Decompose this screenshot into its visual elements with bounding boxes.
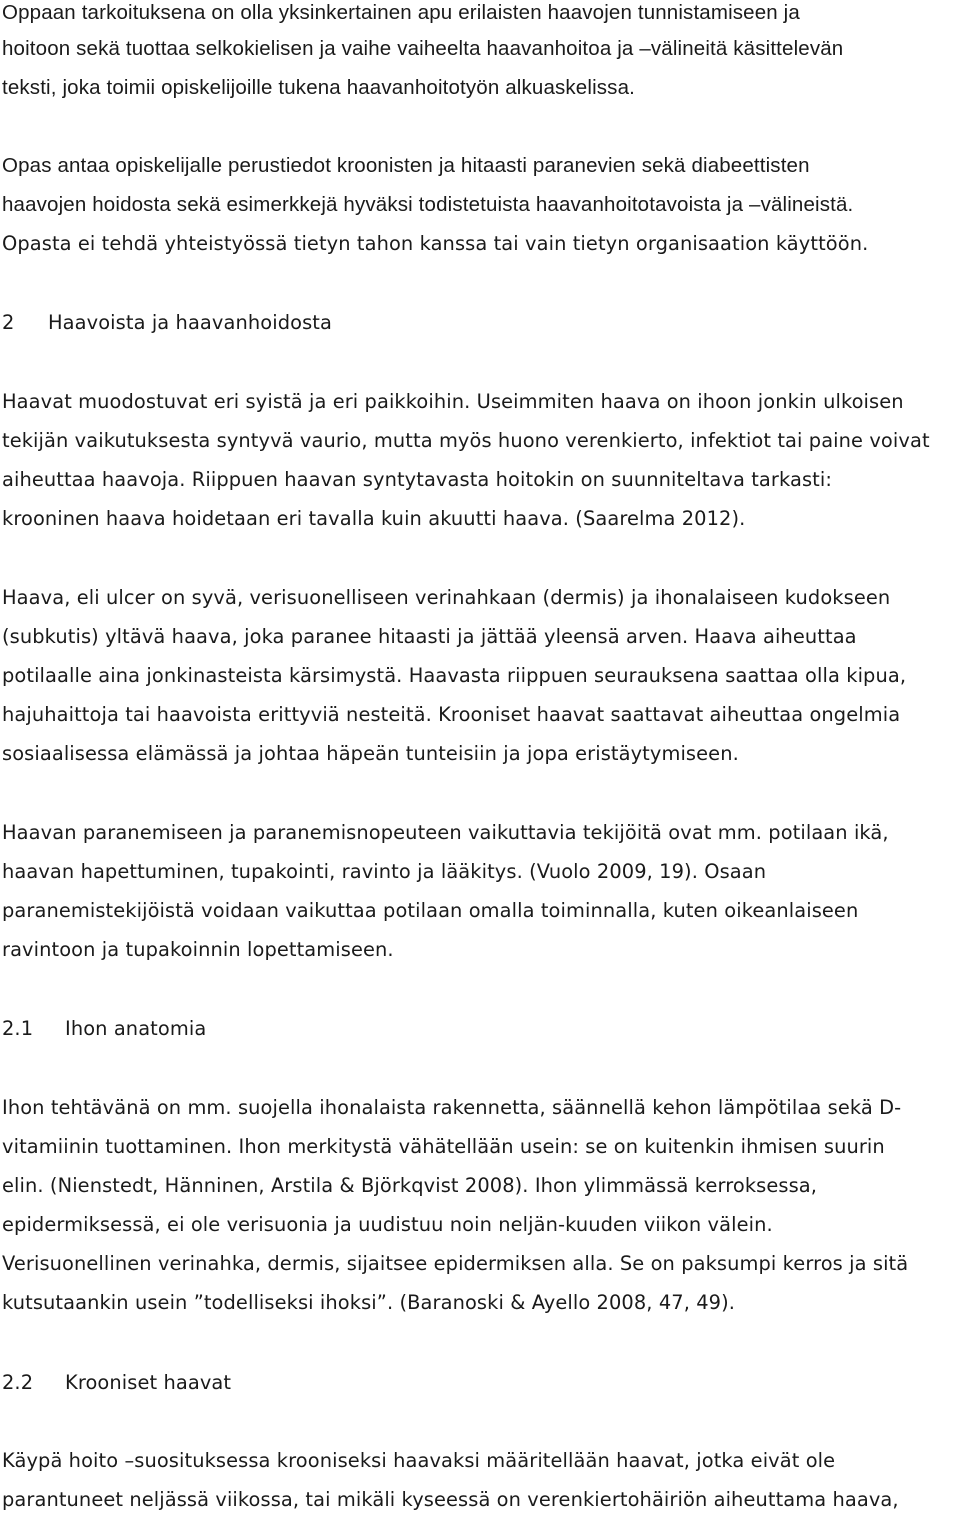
paragraph-ulcer-line: potilaalle aina jonkinasteista kärsimystä. Haavasta riippuen seurauksena saattaa olla kipua, <box>2 664 907 687</box>
heading-number: 2 <box>2 311 15 334</box>
heading-number: 2.1 <box>2 1017 34 1040</box>
paragraph-chronic-line: parantuneet neljässä viikossa, tai mikäli kyseessä on verenkiertohäiriön aiheuttama haava, <box>2 1488 899 1511</box>
paragraph-skin-line: vitamiinin tuottaminen. Ihon merkitystä vähätellään usein: se on kuitenkin ihmisen suurin <box>2 1135 885 1158</box>
paragraph-guide-line: Opas antaa opiskelijalle perustiedot kroonisten ja hitaasti paranevien sekä diabeettisten <box>2 154 810 177</box>
section-heading-2 <box>2 310 332 336</box>
paragraph-healing-line: Haavan paranemiseen ja paranemisnopeuteen vaikuttavia tekijöitä ovat mm. potilaan ikä, <box>2 821 889 844</box>
paragraph-ulcer-line: hajuhaittoja tai haavoista erittyviä nesteitä. Krooniset haavat saattavat aiheuttaa ongelmia <box>2 703 901 726</box>
heading-title: Haavoista ja haavanhoidosta <box>48 311 332 334</box>
section-heading-2-1 <box>2 1016 206 1042</box>
paragraph-healing-line: haavan hapettuminen, tupakointi, ravinto ja lääkitys. (Vuolo 2009, 19). Osaan <box>2 860 767 883</box>
paragraph-causes-line: aiheuttaa haavoja. Riippuen haavan syntytavasta hoitokin on suunniteltava tarkasti: <box>2 468 832 491</box>
paragraph-skin-line: Verisuonellinen verinahka, dermis, sijaitsee epidermiksen alla. Se on paksumpi kerros ja sitä <box>2 1252 909 1275</box>
paragraph-skin-line: epidermiksessä, ei ole verisuonia ja uudistuu noin neljän-kuuden viikon välein. <box>2 1213 773 1236</box>
section-heading-2-2 <box>2 1370 231 1396</box>
paragraph-healing-line: paranemistekijöistä voidaan vaikuttaa potilaan omalla toiminnalla, kuten oikeanlaiseen <box>2 899 859 922</box>
paragraph-guide-line: Opasta ei tehdä yhteistyössä tietyn tahon kanssa tai vain tietyn organisaation käyttöön. <box>2 232 869 255</box>
paragraph-ulcer-line: (subkutis) yltävä haava, joka paranee hitaasti ja jättää yleensä arven. Haava aiheuttaa <box>2 625 857 648</box>
paragraph-skin-line: elin. (Nienstedt, Hänninen, Arstila & Björkqvist 2008). Ihon ylimmässä kerroksessa, <box>2 1174 818 1197</box>
heading-title: Ihon anatomia <box>65 1017 207 1040</box>
paragraph-causes-line: krooninen haava hoidetaan eri tavalla kuin akuutti haava. (Saarelma 2012). <box>2 507 746 530</box>
paragraph-intro-line: Oppaan tarkoituksena on olla yksinkertainen apu erilaisten haavojen tunnistamiseen ja <box>2 1 800 24</box>
paragraph-skin-line: kutsutaankin usein ”todelliseksi ihoksi”. (Baranoski & Ayello 2008, 47, 49). <box>2 1291 736 1314</box>
heading-number: 2.2 <box>2 1371 34 1394</box>
paragraph-ulcer-line: Haava, eli ulcer on syvä, verisuonelliseen verinahkaan (dermis) ja ihonalaiseen kudokseen <box>2 586 891 609</box>
paragraph-chronic-line: Käypä hoito –suosituksessa krooniseksi haavaksi määritellään haavat, jotka eivät ole <box>2 1449 836 1472</box>
paragraph-causes-line: Haavat muodostuvat eri syistä ja eri paikkoihin. Useimmiten haava on ihoon jonkin ulkoisen <box>2 390 904 413</box>
paragraph-ulcer-line: sosiaalisessa elämässä ja johtaa häpeän tunteisiin ja jopa eristäytymiseen. <box>2 742 739 765</box>
paragraph-healing-line: ravintoon ja tupakoinnin lopettamiseen. <box>2 938 394 961</box>
paragraph-intro-line: hoitoon sekä tuottaa selkokielisen ja vaihe vaiheelta haavanhoitoa ja –välineitä käsittelevän <box>2 37 844 60</box>
paragraph-skin-line: Ihon tehtävänä on mm. suojella ihonalaista rakennetta, säännellä kehon lämpötilaa sekä D- <box>2 1096 902 1119</box>
paragraph-intro-line: teksti, joka toimii opiskelijoille tukena haavanhoitotyön alkuaskelissa. <box>2 76 635 99</box>
paragraph-causes-line: tekijän vaikutuksesta syntyvä vaurio, mutta myös huono verenkierto, infektiot tai paine voivat <box>2 429 930 452</box>
heading-title: Krooniset haavat <box>65 1371 232 1394</box>
paragraph-guide-line: haavojen hoidosta sekä esimerkkejä hyväksi todistetuista haavanhoitotavoista ja –välineistä. <box>2 193 854 216</box>
